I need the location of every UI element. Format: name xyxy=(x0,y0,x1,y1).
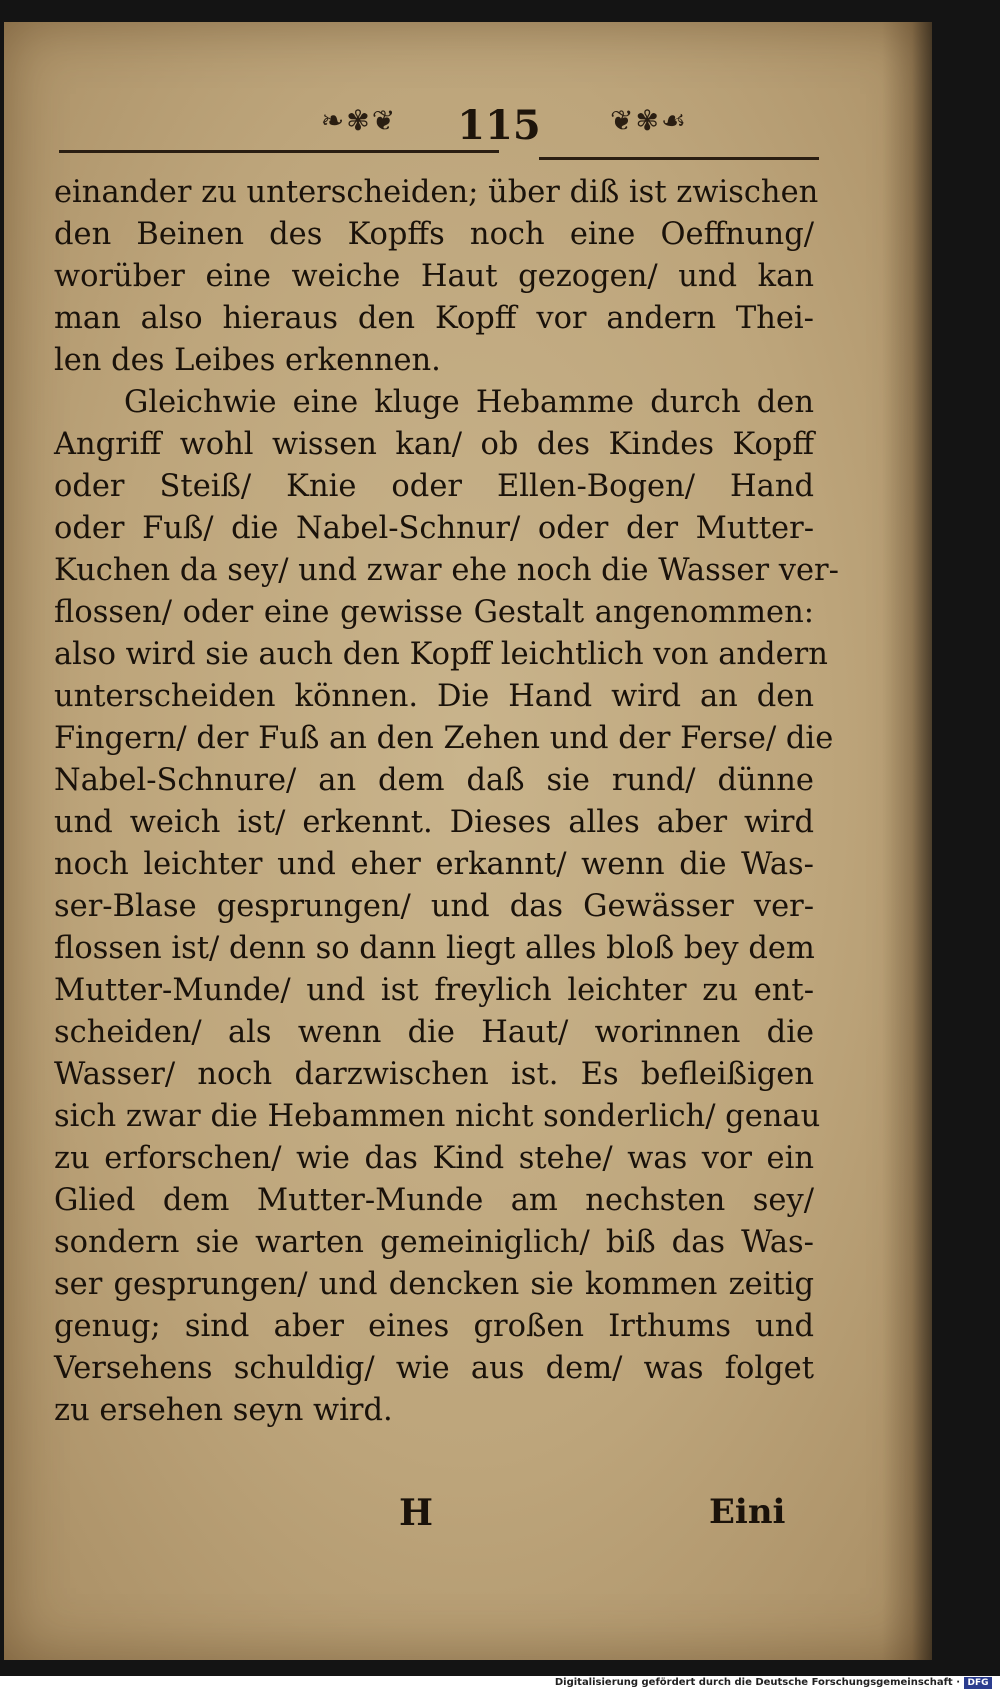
ornament-left-icon: ❧✾❦ xyxy=(320,104,398,137)
signature-mark: H xyxy=(399,1492,434,1534)
dfg-logo-icon: DFG xyxy=(964,1677,992,1689)
text-line: also wird sie auch den Kopff leichtlich von andern xyxy=(54,637,828,672)
text-line: scheiden/ als wenn die Haut/ worinnen die xyxy=(54,1015,814,1050)
page-edge-shadow xyxy=(882,22,932,1660)
text-line: zu erforschen/ wie das Kind stehe/ was vor ein xyxy=(54,1141,814,1176)
text-line: ser-Blase gesprungen/ und das Gewässer ver- xyxy=(54,889,814,924)
text-line: flossen/ oder eine gewisse Gestalt angenommen: xyxy=(54,595,814,630)
text-line: worüber eine weiche Haut gezogen/ und kan xyxy=(54,259,814,294)
body-text xyxy=(54,172,839,1432)
header-rule-right xyxy=(539,157,819,160)
text-line: len des Leibes erkennen. xyxy=(54,343,441,378)
text-line: man also hieraus den Kopff vor andern Thei- xyxy=(54,301,814,336)
text-line: Nabel-Schnure/ an dem daß sie rund/ dünne xyxy=(54,763,814,798)
text-line: unterscheiden können. Die Hand wird an den xyxy=(54,679,814,714)
digitization-footer xyxy=(0,1676,1000,1690)
text-line: flossen ist/ denn so dann liegt alles bloß bey dem xyxy=(54,931,815,966)
ornament-right-icon: ❦✾☙ xyxy=(609,104,689,137)
footer-credit: Digitalisierung gefördert durch die Deutsche Forschungsgemeinschaft · xyxy=(554,1677,960,1688)
text-line: Kuchen da sey/ und zwar ehe noch die Wasser ver- xyxy=(54,553,839,588)
text-line: zu ersehen seyn wird. xyxy=(54,1393,393,1428)
page-number: 115 xyxy=(457,102,541,149)
text-line: noch leichter und eher erkannt/ wenn die Was- xyxy=(54,847,814,882)
text-line: Angriff wohl wissen kan/ ob des Kindes Kopff xyxy=(54,427,814,462)
text-line: Glied dem Mutter-Munde am nechsten sey/ xyxy=(54,1183,814,1218)
text-line: sondern sie warten gemeiniglich/ biß das Was- xyxy=(54,1225,814,1260)
book-page xyxy=(4,22,932,1660)
catchword: Eini xyxy=(709,1492,786,1532)
text-line: ser gesprungen/ und dencken sie kommen zeitig xyxy=(54,1267,814,1302)
text-line: sich zwar die Hebammen nicht sonderlich/ genau xyxy=(54,1099,821,1134)
text-line: Versehens schuldig/ wie aus dem/ was folget xyxy=(54,1351,814,1386)
text-line: und weich ist/ erkennt. Dieses alles aber wird xyxy=(54,805,814,840)
text-line: genug; sind aber eines großen Irthums und xyxy=(54,1309,814,1344)
text-line: Wasser/ noch darzwischen ist. Es befleißigen xyxy=(54,1057,814,1092)
text-line: oder Fuß/ die Nabel-Schnur/ oder der Mutter- xyxy=(54,511,814,546)
text-line: einander zu unterscheiden; über diß ist zwischen xyxy=(54,175,819,210)
header-rule-left xyxy=(59,150,499,153)
page-header xyxy=(59,92,819,172)
text-line: den Beinen des Kopffs noch eine Oeffnung/ xyxy=(54,217,814,252)
text-line: Fingern/ der Fuß an den Zehen und der Ferse/ die xyxy=(54,721,834,756)
text-line: oder Steiß/ Knie oder Ellen-Bogen/ Hand xyxy=(54,469,814,504)
text-line: Mutter-Munde/ und ist freylich leichter zu ent- xyxy=(54,973,814,1008)
text-line: Gleichwie eine kluge Hebamme durch den xyxy=(124,385,814,420)
